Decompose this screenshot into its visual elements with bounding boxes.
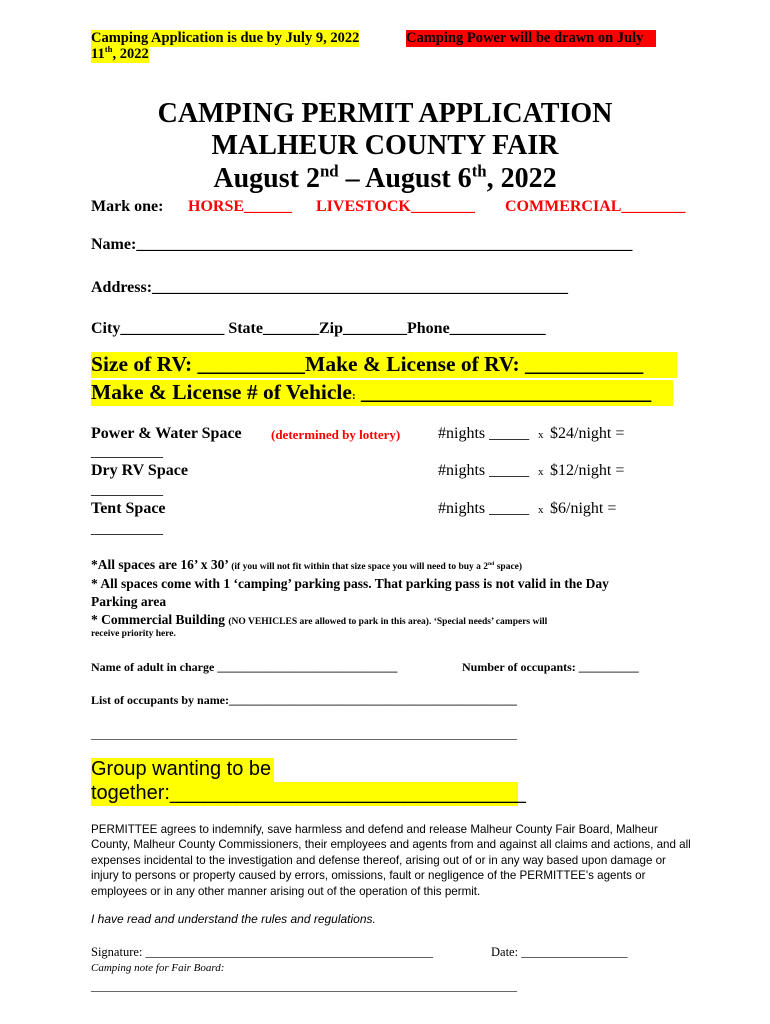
due-day: 11 xyxy=(91,46,105,62)
vehicle-license-field[interactable] xyxy=(91,380,673,406)
tent-rate: $6/night = xyxy=(550,500,617,517)
page-title-line1: CAMPING PERMIT APPLICATION xyxy=(157,98,613,129)
rv-size-make-field[interactable] xyxy=(91,352,677,378)
commercial-option[interactable]: COMMERCIAL________ xyxy=(505,198,686,215)
horse-option[interactable]: HORSE______ xyxy=(188,198,293,215)
fair-board-note-field[interactable]: _______________________________________________________________________ xyxy=(91,979,517,993)
note-special-needs: receive priority here. xyxy=(91,629,176,639)
space-size-text: *All spaces are 16’ x 30’ xyxy=(91,557,228,572)
note-commercial-building xyxy=(91,612,547,628)
date-start-suffix: nd xyxy=(319,161,339,181)
space-size-detail-end: space) xyxy=(494,562,523,572)
rv-size-text: Size of RV: __________Make & License of RV: ___________ xyxy=(91,352,644,376)
lottery-note: (determined by lottery) xyxy=(271,427,401,442)
power-water-nights-field[interactable]: #nights _____ xyxy=(438,425,530,442)
livestock-option[interactable]: LIVESTOCK________ xyxy=(316,198,475,215)
multiply-sign: x xyxy=(538,429,544,441)
vehicle-license-colon: : xyxy=(351,390,356,402)
due-date-notice-cont xyxy=(91,46,149,63)
page-title-line2: MALHEUR COUNTY FAIR xyxy=(211,130,559,161)
note-parking-area: Parking area xyxy=(91,594,167,609)
date-end: – August 6 xyxy=(338,163,472,194)
group-together-field[interactable]: together:________________________________ xyxy=(91,782,526,804)
power-water-total-field[interactable]: _________ xyxy=(91,443,163,460)
date-start: August 2 xyxy=(213,163,320,194)
due-year: , 2022 xyxy=(112,46,149,62)
occupants-list-line2[interactable]: _______________________________________________________________________ xyxy=(91,727,517,741)
date-end-suffix: th xyxy=(471,161,487,181)
mark-one-label: Mark one: xyxy=(91,198,164,215)
space-size-suffix: nd xyxy=(488,560,495,567)
page-title-dates xyxy=(0,163,770,195)
power-water-rate: $24/night = xyxy=(550,425,625,442)
vehicle-license-label: Make & License # of Vehicle xyxy=(91,380,352,404)
power-water-space-label: Power & Water Space xyxy=(91,425,242,442)
mark-one-row xyxy=(91,198,163,216)
tent-nights-field[interactable]: #nights _____ xyxy=(438,500,530,517)
tent-space-label: Tent Space xyxy=(91,500,166,517)
date-year: , 2022 xyxy=(486,163,557,194)
due-date-notice xyxy=(91,30,359,47)
date-field[interactable]: Date: _________________ xyxy=(491,945,628,959)
multiply-sign: x xyxy=(538,466,544,478)
dry-rv-space-label: Dry RV Space xyxy=(91,462,188,479)
note-space-size xyxy=(91,557,522,573)
commercial-building-detail: (NO VEHICLES are allowed to park in this area). ‘Special needs’ campers will xyxy=(228,617,548,627)
due-date-text: Camping Application is due by July 9, 2022 xyxy=(91,30,360,46)
due-day-suffix: th xyxy=(104,44,113,55)
rules-acknowledgement: I have read and understand the rules and regulations. xyxy=(91,912,376,926)
vehicle-license-blank: ___________________________ xyxy=(355,380,652,404)
dry-rv-nights-field[interactable]: #nights _____ xyxy=(438,462,530,479)
group-field-line1: Group wanting to be xyxy=(91,758,274,782)
space-size-detail xyxy=(231,562,522,572)
dry-rv-rate: $12/night = xyxy=(550,462,625,479)
multiply-sign: x xyxy=(538,504,544,516)
signature-field[interactable]: Signature: ______________________________________________ xyxy=(91,945,434,959)
name-field[interactable]: Name:______________________________________________________________ xyxy=(91,236,633,253)
power-drawing-text: Camping Power will be drawn on July xyxy=(406,30,644,46)
fair-board-note-label: Camping note for Fair Board: xyxy=(91,962,225,974)
space-size-detail-text: (if you will not fit within that size space you will need to buy a 2 xyxy=(231,562,489,572)
power-drawing-notice xyxy=(406,30,656,47)
commercial-building-text: * Commercial Building xyxy=(91,612,226,627)
note-parking-pass: * All spaces come with 1 ‘camping’ parking pass. That parking pass is not valid in the Day xyxy=(91,576,609,591)
dry-rv-total-field[interactable]: _________ xyxy=(91,481,163,498)
indemnity-statement: PERMITTEE agrees to indemnify, save harmless and defend and release Malheur County Fair Board, Malheur County, Malheur County Commissioners, their employees and agents from and against all claims and actions, and all expenses incidental to the investigation and defense thereof, arising out of or in any way based upon damage or injury to persons or property caused by errors, omissions, fault or negligence of the PERMITTEE's agents or employees or in any other manner arising out of the operation of this permit. xyxy=(91,823,691,898)
tent-total-field[interactable]: _________ xyxy=(91,520,163,537)
occupants-number-field[interactable]: Number of occupants: __________ xyxy=(462,660,639,674)
address-field[interactable]: Address:____________________________________________________ xyxy=(91,279,569,296)
occupants-list-field[interactable]: List of occupants by name:________________________________________________ xyxy=(91,693,518,707)
city-state-zip-phone-field[interactable]: City_____________ State_______Zip________Phone____________ xyxy=(91,320,546,337)
adult-in-charge-field[interactable]: Name of adult in charge ______________________________ xyxy=(91,660,398,674)
